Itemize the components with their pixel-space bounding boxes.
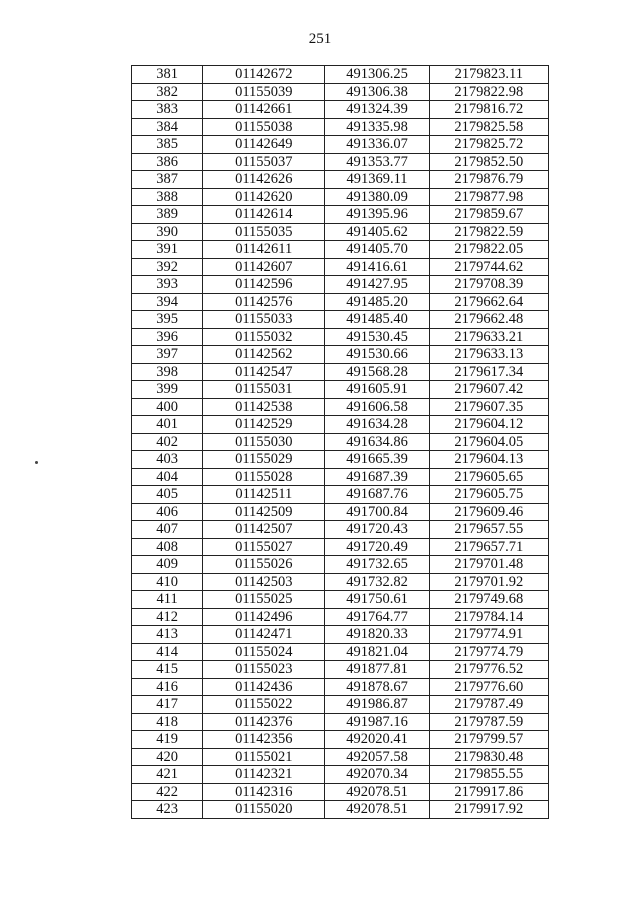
x-coordinate-cell: 491324.39 — [325, 101, 429, 119]
y-coordinate-cell: 2179825.72 — [429, 136, 548, 154]
y-coordinate-cell: 2179787.49 — [429, 696, 548, 714]
point-number-cell: 385 — [132, 136, 203, 154]
y-coordinate-cell: 2179787.59 — [429, 713, 548, 731]
point-id-cell: 01142436 — [203, 678, 325, 696]
table-row — [132, 766, 549, 784]
point-number-cell: 391 — [132, 241, 203, 259]
point-number-cell: 423 — [132, 801, 203, 819]
y-coordinate-cell: 2179776.52 — [429, 661, 548, 679]
point-id-cell: 01142547 — [203, 363, 325, 381]
point-id-cell: 01142376 — [203, 713, 325, 731]
point-id-cell: 01142576 — [203, 293, 325, 311]
point-id-cell: 01155032 — [203, 328, 325, 346]
point-number-cell: 417 — [132, 696, 203, 714]
x-coordinate-cell: 491764.77 — [325, 608, 429, 626]
point-id-cell: 01142509 — [203, 503, 325, 521]
x-coordinate-cell: 491530.66 — [325, 346, 429, 364]
table-row — [132, 468, 549, 486]
point-number-cell: 421 — [132, 766, 203, 784]
y-coordinate-cell: 2179822.59 — [429, 223, 548, 241]
point-id-cell: 01142511 — [203, 486, 325, 504]
point-id-cell: 01155028 — [203, 468, 325, 486]
x-coordinate-cell: 491987.16 — [325, 713, 429, 731]
table-row — [132, 748, 549, 766]
table-row — [132, 626, 549, 644]
table-row — [132, 206, 549, 224]
point-number-cell: 405 — [132, 486, 203, 504]
y-coordinate-cell: 2179701.92 — [429, 573, 548, 591]
point-number-cell: 413 — [132, 626, 203, 644]
point-number-cell: 392 — [132, 258, 203, 276]
y-coordinate-cell: 2179784.14 — [429, 608, 548, 626]
point-id-cell: 01142672 — [203, 66, 325, 84]
table-row — [132, 311, 549, 329]
table-row — [132, 591, 549, 609]
point-id-cell: 01142471 — [203, 626, 325, 644]
y-coordinate-cell: 2179657.55 — [429, 521, 548, 539]
x-coordinate-cell: 491732.65 — [325, 556, 429, 574]
point-number-cell: 414 — [132, 643, 203, 661]
y-coordinate-cell: 2179776.60 — [429, 678, 548, 696]
table-row — [132, 293, 549, 311]
x-coordinate-cell: 491306.25 — [325, 66, 429, 84]
y-coordinate-cell: 2179917.86 — [429, 783, 548, 801]
y-coordinate-cell: 2179852.50 — [429, 153, 548, 171]
table-row — [132, 363, 549, 381]
point-id-cell: 01142529 — [203, 416, 325, 434]
x-coordinate-cell: 492020.41 — [325, 731, 429, 749]
x-coordinate-cell: 492070.34 — [325, 766, 429, 784]
point-number-cell: 402 — [132, 433, 203, 451]
y-coordinate-cell: 2179662.64 — [429, 293, 548, 311]
point-id-cell: 01142356 — [203, 731, 325, 749]
y-coordinate-cell: 2179816.72 — [429, 101, 548, 119]
y-coordinate-cell: 2179877.98 — [429, 188, 548, 206]
table-row — [132, 573, 549, 591]
point-id-cell: 01155039 — [203, 83, 325, 101]
x-coordinate-cell: 491336.07 — [325, 136, 429, 154]
point-number-cell: 393 — [132, 276, 203, 294]
point-id-cell: 01142611 — [203, 241, 325, 259]
y-coordinate-cell: 2179823.11 — [429, 66, 548, 84]
point-id-cell: 01155038 — [203, 118, 325, 136]
point-id-cell: 01142503 — [203, 573, 325, 591]
x-coordinate-cell: 491395.96 — [325, 206, 429, 224]
x-coordinate-cell: 491306.38 — [325, 83, 429, 101]
x-coordinate-cell: 491634.86 — [325, 433, 429, 451]
table-row — [132, 713, 549, 731]
table-row — [132, 486, 549, 504]
y-coordinate-cell: 2179876.79 — [429, 171, 548, 189]
y-coordinate-cell: 2179701.48 — [429, 556, 548, 574]
point-number-cell: 407 — [132, 521, 203, 539]
y-coordinate-cell: 2179859.67 — [429, 206, 548, 224]
y-coordinate-cell: 2179825.58 — [429, 118, 548, 136]
y-coordinate-cell: 2179657.71 — [429, 538, 548, 556]
x-coordinate-cell: 491485.40 — [325, 311, 429, 329]
point-id-cell: 01142596 — [203, 276, 325, 294]
point-number-cell: 422 — [132, 783, 203, 801]
point-number-cell: 420 — [132, 748, 203, 766]
coordinates-table-body — [132, 66, 549, 819]
table-row — [132, 556, 549, 574]
table-row — [132, 83, 549, 101]
y-coordinate-cell: 2179617.34 — [429, 363, 548, 381]
x-coordinate-cell: 491485.20 — [325, 293, 429, 311]
point-id-cell: 01155020 — [203, 801, 325, 819]
y-coordinate-cell: 2179605.75 — [429, 486, 548, 504]
x-coordinate-cell: 491821.04 — [325, 643, 429, 661]
table-row — [132, 731, 549, 749]
x-coordinate-cell: 492078.51 — [325, 801, 429, 819]
table-row — [132, 118, 549, 136]
y-coordinate-cell: 2179609.46 — [429, 503, 548, 521]
x-coordinate-cell: 491750.61 — [325, 591, 429, 609]
coordinates-table — [131, 65, 549, 819]
point-id-cell: 01142649 — [203, 136, 325, 154]
x-coordinate-cell: 491687.76 — [325, 486, 429, 504]
point-id-cell: 01155035 — [203, 223, 325, 241]
table-row — [132, 433, 549, 451]
point-id-cell: 01155025 — [203, 591, 325, 609]
x-coordinate-cell: 491380.09 — [325, 188, 429, 206]
y-coordinate-cell: 2179604.13 — [429, 451, 548, 469]
y-coordinate-cell: 2179708.39 — [429, 276, 548, 294]
point-number-cell: 418 — [132, 713, 203, 731]
y-coordinate-cell: 2179799.57 — [429, 731, 548, 749]
y-coordinate-cell: 2179605.65 — [429, 468, 548, 486]
x-coordinate-cell: 491878.67 — [325, 678, 429, 696]
x-coordinate-cell: 491687.39 — [325, 468, 429, 486]
x-coordinate-cell: 491606.58 — [325, 398, 429, 416]
y-coordinate-cell: 2179604.05 — [429, 433, 548, 451]
table-row — [132, 696, 549, 714]
table-row — [132, 171, 549, 189]
point-number-cell: 409 — [132, 556, 203, 574]
x-coordinate-cell: 491665.39 — [325, 451, 429, 469]
table-row — [132, 136, 549, 154]
point-number-cell: 410 — [132, 573, 203, 591]
point-id-cell: 01155023 — [203, 661, 325, 679]
table-row — [132, 416, 549, 434]
x-coordinate-cell: 491405.62 — [325, 223, 429, 241]
point-id-cell: 01142620 — [203, 188, 325, 206]
point-number-cell: 408 — [132, 538, 203, 556]
point-id-cell: 01142562 — [203, 346, 325, 364]
table-row — [132, 223, 549, 241]
table-row — [132, 801, 549, 819]
table-row — [132, 451, 549, 469]
y-coordinate-cell: 2179917.92 — [429, 801, 548, 819]
table-row — [132, 398, 549, 416]
table-row — [132, 678, 549, 696]
table-row — [132, 521, 549, 539]
point-id-cell: 01155029 — [203, 451, 325, 469]
point-number-cell: 386 — [132, 153, 203, 171]
y-coordinate-cell: 2179822.05 — [429, 241, 548, 259]
y-coordinate-cell: 2179822.98 — [429, 83, 548, 101]
x-coordinate-cell: 491530.45 — [325, 328, 429, 346]
x-coordinate-cell: 491405.70 — [325, 241, 429, 259]
x-coordinate-cell: 491877.81 — [325, 661, 429, 679]
x-coordinate-cell: 491986.87 — [325, 696, 429, 714]
point-id-cell: 01155022 — [203, 696, 325, 714]
point-id-cell: 01155031 — [203, 381, 325, 399]
point-number-cell: 389 — [132, 206, 203, 224]
table-row — [132, 661, 549, 679]
point-number-cell: 383 — [132, 101, 203, 119]
table-row — [132, 276, 549, 294]
point-id-cell: 01142626 — [203, 171, 325, 189]
y-coordinate-cell: 2179633.13 — [429, 346, 548, 364]
point-number-cell: 398 — [132, 363, 203, 381]
point-number-cell: 396 — [132, 328, 203, 346]
point-number-cell: 404 — [132, 468, 203, 486]
point-id-cell: 01155033 — [203, 311, 325, 329]
table-row — [132, 153, 549, 171]
y-coordinate-cell: 2179774.79 — [429, 643, 548, 661]
x-coordinate-cell: 491369.11 — [325, 171, 429, 189]
page-number: 251 — [308, 31, 332, 47]
point-number-cell: 419 — [132, 731, 203, 749]
point-id-cell: 01155027 — [203, 538, 325, 556]
point-id-cell: 01142538 — [203, 398, 325, 416]
y-coordinate-cell: 2179749.68 — [429, 591, 548, 609]
point-number-cell: 415 — [132, 661, 203, 679]
x-coordinate-cell: 491353.77 — [325, 153, 429, 171]
x-coordinate-cell: 492057.58 — [325, 748, 429, 766]
scan-dot — [35, 461, 38, 464]
x-coordinate-cell: 491568.28 — [325, 363, 429, 381]
point-number-cell: 400 — [132, 398, 203, 416]
point-id-cell: 01155026 — [203, 556, 325, 574]
point-number-cell: 381 — [132, 66, 203, 84]
table-row — [132, 101, 549, 119]
x-coordinate-cell: 491416.61 — [325, 258, 429, 276]
y-coordinate-cell: 2179744.62 — [429, 258, 548, 276]
table-row — [132, 608, 549, 626]
point-id-cell: 01142607 — [203, 258, 325, 276]
x-coordinate-cell: 491634.28 — [325, 416, 429, 434]
x-coordinate-cell: 491427.95 — [325, 276, 429, 294]
point-number-cell: 394 — [132, 293, 203, 311]
point-number-cell: 390 — [132, 223, 203, 241]
point-number-cell: 397 — [132, 346, 203, 364]
point-id-cell: 01142321 — [203, 766, 325, 784]
point-number-cell: 384 — [132, 118, 203, 136]
point-id-cell: 01142507 — [203, 521, 325, 539]
table-row — [132, 241, 549, 259]
point-id-cell: 01155030 — [203, 433, 325, 451]
x-coordinate-cell: 491605.91 — [325, 381, 429, 399]
x-coordinate-cell: 491700.84 — [325, 503, 429, 521]
point-id-cell: 01142614 — [203, 206, 325, 224]
point-number-cell: 403 — [132, 451, 203, 469]
table-row — [132, 346, 549, 364]
table-row — [132, 783, 549, 801]
point-number-cell: 416 — [132, 678, 203, 696]
y-coordinate-cell: 2179607.35 — [429, 398, 548, 416]
point-number-cell: 395 — [132, 311, 203, 329]
point-id-cell: 01142496 — [203, 608, 325, 626]
point-id-cell: 01142661 — [203, 101, 325, 119]
y-coordinate-cell: 2179830.48 — [429, 748, 548, 766]
point-number-cell: 382 — [132, 83, 203, 101]
y-coordinate-cell: 2179633.21 — [429, 328, 548, 346]
point-number-cell: 401 — [132, 416, 203, 434]
table-row — [132, 643, 549, 661]
point-number-cell: 399 — [132, 381, 203, 399]
point-number-cell: 387 — [132, 171, 203, 189]
point-id-cell: 01155021 — [203, 748, 325, 766]
y-coordinate-cell: 2179855.55 — [429, 766, 548, 784]
table-row — [132, 538, 549, 556]
x-coordinate-cell: 491720.43 — [325, 521, 429, 539]
point-id-cell: 01155037 — [203, 153, 325, 171]
table-row — [132, 328, 549, 346]
table-row — [132, 258, 549, 276]
table-row — [132, 381, 549, 399]
x-coordinate-cell: 491820.33 — [325, 626, 429, 644]
y-coordinate-cell: 2179662.48 — [429, 311, 548, 329]
point-number-cell: 411 — [132, 591, 203, 609]
point-number-cell: 406 — [132, 503, 203, 521]
x-coordinate-cell: 491335.98 — [325, 118, 429, 136]
y-coordinate-cell: 2179607.42 — [429, 381, 548, 399]
point-number-cell: 388 — [132, 188, 203, 206]
point-id-cell: 01142316 — [203, 783, 325, 801]
y-coordinate-cell: 2179774.91 — [429, 626, 548, 644]
table-row — [132, 188, 549, 206]
y-coordinate-cell: 2179604.12 — [429, 416, 548, 434]
point-number-cell: 412 — [132, 608, 203, 626]
point-id-cell: 01155024 — [203, 643, 325, 661]
x-coordinate-cell: 491732.82 — [325, 573, 429, 591]
table-row — [132, 503, 549, 521]
x-coordinate-cell: 492078.51 — [325, 783, 429, 801]
table-row — [132, 66, 549, 84]
x-coordinate-cell: 491720.49 — [325, 538, 429, 556]
